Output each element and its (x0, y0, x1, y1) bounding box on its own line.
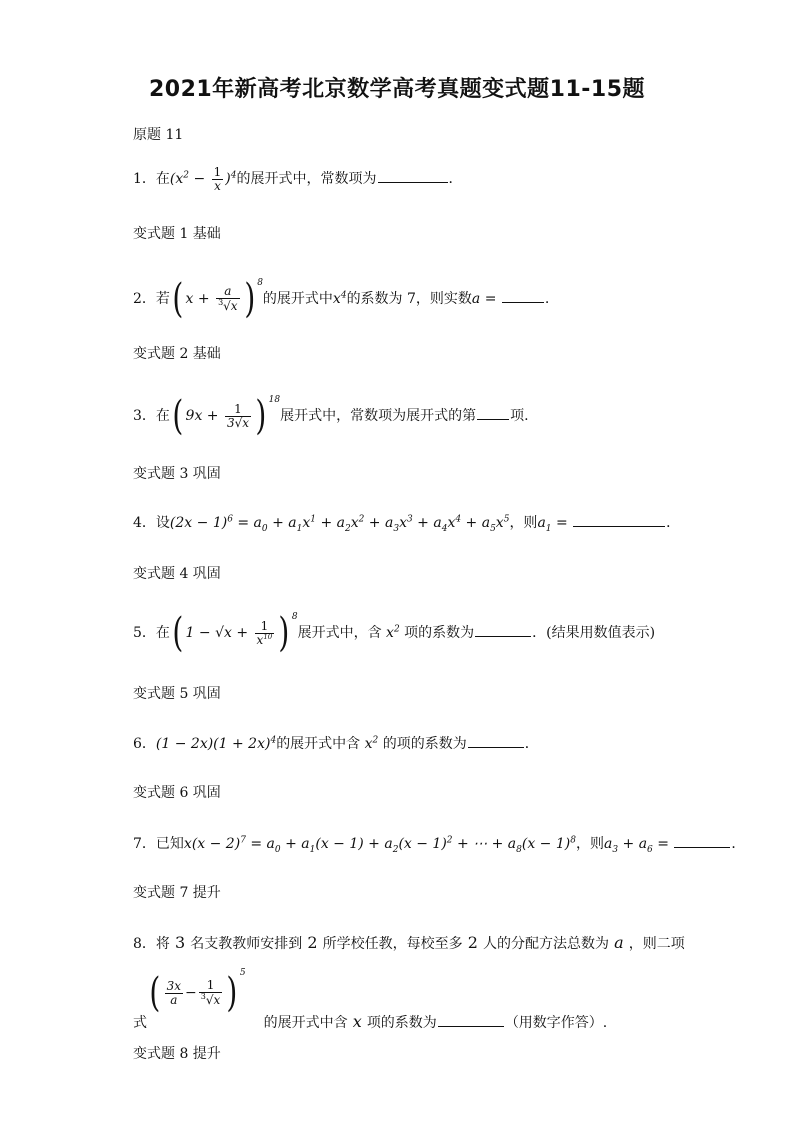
problem-3: 3．在( 9x + $\frac{1}{3√x}$ ) $^{18}$展开式中，常数项为展开式的第 项. (133, 393, 529, 439)
problem-4: 4．设$(2x - 1)^6 = a_0 + a_1x^1 + a_2x^2 + a_3x^3 + a_4x^4 + a_5x^5$，则$a_1$ = ． (133, 514, 681, 534)
section-label-v1: 变式题 1 基础 (133, 226, 221, 242)
problem-2: 2．若( x + $\frac{a}{^3√x}$ ) $^8$的展开式中$x^4$的系数为 7，则实数a = . (133, 276, 550, 322)
section-label-v4: 变式题 4 巩固 (133, 566, 221, 582)
problem-8-line2: 式( $\frac{3x}{a}$ − $\frac{1}{^3√x}$ ) $^5$的展开式中含 x 项的系数为 （用数字作答）. (133, 968, 608, 1031)
section-label-v3: 变式题 3 巩固 (133, 466, 221, 482)
problem-6: 6．$(1 - 2x)(1 + 2x)^4$的展开式中含 $x^2$ 的项的系数为 ． (133, 735, 539, 752)
problem-1: 1．在($x^2$ − $\frac{1}{x}$ )$^4$的展开式中，常数项为 ． (133, 165, 463, 193)
section-label-original: 原题 11 (133, 127, 184, 143)
page-title: 2021年新高考北京数学高考真题变式题11-15题 (148, 77, 646, 102)
problem-5: 5．在( 1 − √x + $\frac{1}{x^{10}}$ ) $^8$展开式中，含 $x^2$ 项的系数为 ．(结果用数值表示) (133, 610, 656, 656)
section-label-v5: 变式题 5 巩固 (133, 686, 221, 702)
section-label-v7: 变式题 7 提升 (133, 885, 221, 901)
section-label-v6: 变式题 6 巩固 (133, 785, 221, 801)
problem-7: 7．已知$x(x - 2)^7 = a_0 + a_1(x - 1) + a_2(x - 1)^2$ + ⋯ + $a_8(x - 1)^8$，则$a_3 + a_6$ = ． (133, 835, 746, 855)
problem-8-line1: 8．将 3 名支教教师安排到 2 所学校任教，每校至多 2 人的分配方法总数为 a ，则二项 (133, 933, 685, 952)
section-label-v2: 变式题 2 基础 (133, 346, 221, 362)
section-label-v8: 变式题 8 提升 (133, 1046, 221, 1062)
